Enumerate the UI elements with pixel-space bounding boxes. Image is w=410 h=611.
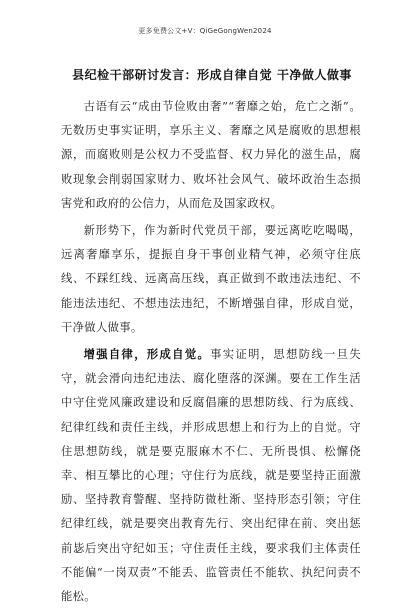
paragraph-text: 新形势下，作为新时代党员干部，要远离吃吃喝喝，远离奢靡享乐，提振自身干事创业精气神，必须守住底线、不踩红线、远离高压线，真正做到不敢违法违纪、不能违法违纪、不想违法违纪，不断增强自律，形成自觉，干净做人做事。	[61, 224, 361, 334]
paragraph-2	[61, 218, 361, 340]
paragraph-3	[61, 342, 361, 609]
paragraph-text: 古语有云“成由节俭败由奢”“奢靡之始，危亡之渐”。无数历史事实证明，享乐主义、奢靡之风是腐败的思想根源，而腐败则是公权力不受监督、权力异化的滋生品，腐败现象会削弱国家财力、败坏社会风气、破坏政治生态损害党和政府的公信力，从而危及国家政权。	[61, 100, 361, 210]
paragraph-1	[61, 94, 361, 216]
paragraph-lead: 增强自律，形成自觉。	[83, 347, 211, 362]
header-note: 更多免费公文+V：QiGeGongWen2024	[138, 27, 272, 35]
document-title: 县纪检干部研讨发言：形成自律自觉 干净做人做事	[72, 68, 352, 82]
paragraph-text: 事实证明，思想防线一旦失守，就会滑向违纪违法、腐化堕落的深渊。要在工作生活中守住党风廉政建设和反腐倡廉的思想防线、行为底线、纪律红线和责任主线，并形成思想上和行为上的自觉。守住思想防线，就是要克服麻木不仁、无所畏惧、松懈侥幸、相互攀比的心理；守住行为底线，就是要坚持正面激励、坚持教育警醒、坚持防微杜渐、坚持形态引领；守住纪律红线，就是要突出教育先行、突出纪律在前、突出惩前毖后突出守纪如玉；守住责任主线，要求我们主体责任不能偏“一岗双责”不能丢、监管责任不能软、执纪问责不能松。	[61, 348, 361, 604]
document-body	[61, 94, 361, 611]
